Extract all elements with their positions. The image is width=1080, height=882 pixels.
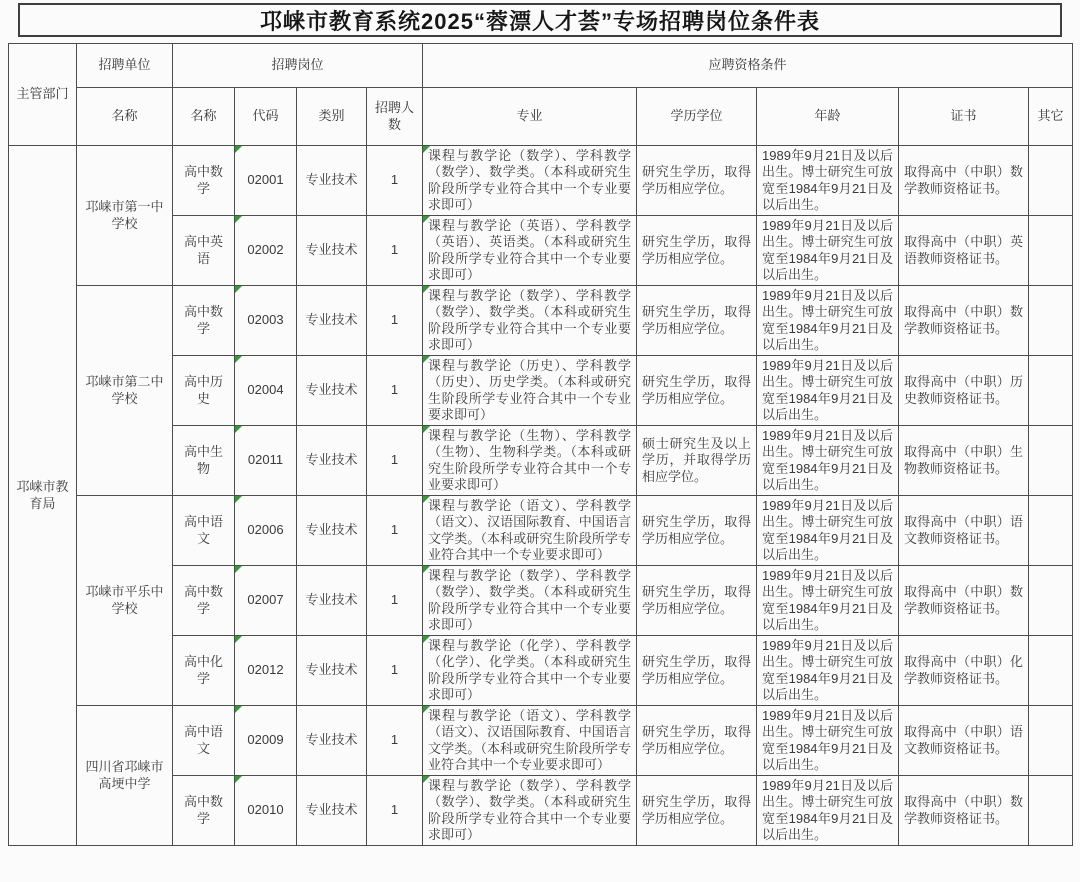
header-category: 类别: [297, 88, 367, 146]
header-unit-name: 名称: [77, 88, 173, 146]
count-cell: 1: [367, 216, 423, 286]
certificate-cell: 取得高中（中职）语文教师资格证书。: [899, 706, 1029, 776]
excel-flag-icon: [235, 356, 242, 363]
header-qual-group: 应聘资格条件: [423, 44, 1073, 88]
category-cell: 专业技术: [297, 566, 367, 636]
count-cell: 1: [367, 426, 423, 496]
excel-flag-icon: [423, 636, 430, 643]
code-cell: 02002: [235, 216, 297, 286]
excel-flag-icon: [235, 566, 242, 573]
degree-cell: 研究生学历，取得学历相应学位。: [637, 286, 757, 356]
count-cell: 1: [367, 706, 423, 776]
degree-cell: 研究生学历，取得学历相应学位。: [637, 146, 757, 216]
other-cell: [1029, 286, 1073, 356]
other-cell: [1029, 636, 1073, 706]
excel-flag-icon: [423, 496, 430, 503]
header-major: 专业: [423, 88, 637, 146]
major-cell: 课程与教学论（语文）、学科教学（语文）、汉语国际教育、中国语言文学类。（本科或研究生阶段所学专业符合其中一个专业要求即可）: [423, 496, 637, 566]
certificate-cell: 取得高中（中职）数学教师资格证书。: [899, 146, 1029, 216]
age-cell: 1989年9月21日及以后出生。博士研究生可放宽至1984年9月21日及以后出生。: [757, 216, 899, 286]
code-cell: 02011: [235, 426, 297, 496]
category-cell: 专业技术: [297, 216, 367, 286]
header-row-groups: [9, 44, 1073, 88]
category-cell: 专业技术: [297, 356, 367, 426]
age-cell: 1989年9月21日及以后出生。博士研究生可放宽至1984年9月21日及以后出生。: [757, 636, 899, 706]
category-cell: 专业技术: [297, 636, 367, 706]
major-cell: 课程与教学论（生物）、学科教学（生物）、生物科学类。（本科或研究生阶段所学专业符合其中一个专业要求即可）: [423, 426, 637, 496]
table-row: [9, 706, 1073, 776]
excel-flag-icon: [423, 286, 430, 293]
code-cell: 02009: [235, 706, 297, 776]
excel-flag-icon: [423, 706, 430, 713]
excel-flag-icon: [235, 426, 242, 433]
count-cell: 1: [367, 636, 423, 706]
category-cell: 专业技术: [297, 776, 367, 846]
page-title: [18, 3, 1062, 37]
certificate-cell: 取得高中（中职）语文教师资格证书。: [899, 496, 1029, 566]
major-cell: 课程与教学论（数学）、学科教学（数学）、数学类。（本科或研究生阶段所学专业符合其中一个专业要求即可）: [423, 776, 637, 846]
excel-flag-icon: [235, 636, 242, 643]
header-supervisor: 主管部门: [9, 44, 77, 146]
other-cell: [1029, 426, 1073, 496]
code-cell: 02001: [235, 146, 297, 216]
age-cell: 1989年9月21日及以后出生。博士研究生可放宽至1984年9月21日及以后出生。: [757, 776, 899, 846]
table-row: [9, 286, 1073, 356]
age-cell: 1989年9月21日及以后出生。博士研究生可放宽至1984年9月21日及以后出生。: [757, 706, 899, 776]
code-cell: 02006: [235, 496, 297, 566]
header-headcount: 招聘人数: [367, 88, 423, 146]
certificate-cell: 取得高中（中职）生物教师资格证书。: [899, 426, 1029, 496]
major-cell: 课程与教学论（历史）、学科教学（历史）、历史学类。（本科或研究生阶段所学专业符合其中一个专业要求即可）: [423, 356, 637, 426]
count-cell: 1: [367, 496, 423, 566]
header-degree: 学历学位: [637, 88, 757, 146]
count-cell: 1: [367, 286, 423, 356]
degree-cell: 研究生学历，取得学历相应学位。: [637, 636, 757, 706]
degree-cell: 研究生学历，取得学历相应学位。: [637, 496, 757, 566]
excel-flag-icon: [235, 776, 242, 783]
excel-flag-icon: [235, 216, 242, 223]
header-certificate: 证书: [899, 88, 1029, 146]
other-cell: [1029, 356, 1073, 426]
excel-flag-icon: [423, 146, 430, 153]
certificate-cell: 取得高中（中职）历史教师资格证书。: [899, 356, 1029, 426]
unit-cell: 四川省邛崃市高埂中学: [77, 706, 173, 846]
category-cell: 专业技术: [297, 706, 367, 776]
count-cell: 1: [367, 356, 423, 426]
header-post-name: 名称: [173, 88, 235, 146]
post-name-cell: 高中数学: [173, 146, 235, 216]
code-cell: 02007: [235, 566, 297, 636]
header-row-columns: [9, 88, 1073, 146]
other-cell: [1029, 776, 1073, 846]
excel-flag-icon: [423, 426, 430, 433]
category-cell: 专业技术: [297, 286, 367, 356]
post-name-cell: 高中化学: [173, 636, 235, 706]
post-name-cell: 高中数学: [173, 776, 235, 846]
excel-flag-icon: [423, 566, 430, 573]
post-name-cell: 高中语文: [173, 496, 235, 566]
major-cell: 课程与教学论（数学）、学科教学（数学）、数学类。（本科或研究生阶段所学专业符合其中一个专业要求即可）: [423, 146, 637, 216]
degree-cell: 研究生学历，取得学历相应学位。: [637, 776, 757, 846]
excel-flag-icon: [235, 286, 242, 293]
age-cell: 1989年9月21日及以后出生。博士研究生可放宽至1984年9月21日及以后出生。: [757, 426, 899, 496]
category-cell: 专业技术: [297, 426, 367, 496]
header-post-group: 招聘岗位: [173, 44, 423, 88]
header-unit-group: 招聘单位: [77, 44, 173, 88]
code-cell: 02004: [235, 356, 297, 426]
certificate-cell: 取得高中（中职）数学教师资格证书。: [899, 566, 1029, 636]
other-cell: [1029, 566, 1073, 636]
age-cell: 1989年9月21日及以后出生。博士研究生可放宽至1984年9月21日及以后出生。: [757, 496, 899, 566]
age-cell: 1989年9月21日及以后出生。博士研究生可放宽至1984年9月21日及以后出生。: [757, 566, 899, 636]
category-cell: 专业技术: [297, 496, 367, 566]
header-age: 年龄: [757, 88, 899, 146]
count-cell: 1: [367, 566, 423, 636]
other-cell: [1029, 216, 1073, 286]
supervisor-cell: 邛崃市教育局: [9, 146, 77, 846]
age-cell: 1989年9月21日及以后出生。博士研究生可放宽至1984年9月21日及以后出生。: [757, 356, 899, 426]
excel-flag-icon: [423, 216, 430, 223]
post-name-cell: 高中数学: [173, 286, 235, 356]
major-cell: 课程与教学论（数学）、学科教学（数学）、数学类。（本科或研究生阶段所学专业符合其中一个专业要求即可）: [423, 286, 637, 356]
other-cell: [1029, 496, 1073, 566]
degree-cell: 研究生学历，取得学历相应学位。: [637, 566, 757, 636]
unit-cell: 邛崃市第一中学校: [77, 146, 173, 286]
count-cell: 1: [367, 776, 423, 846]
excel-flag-icon: [423, 356, 430, 363]
other-cell: [1029, 146, 1073, 216]
certificate-cell: 取得高中（中职）数学教师资格证书。: [899, 286, 1029, 356]
degree-cell: 研究生学历，取得学历相应学位。: [637, 356, 757, 426]
excel-flag-icon: [423, 776, 430, 783]
age-cell: 1989年9月21日及以后出生。博士研究生可放宽至1984年9月21日及以后出生。: [757, 146, 899, 216]
table-row: [9, 146, 1073, 216]
post-name-cell: 高中英语: [173, 216, 235, 286]
major-cell: 课程与教学论（数学）、学科教学（数学）、数学类。（本科或研究生阶段所学专业符合其中一个专业要求即可）: [423, 566, 637, 636]
excel-flag-icon: [235, 496, 242, 503]
age-cell: 1989年9月21日及以后出生。博士研究生可放宽至1984年9月21日及以后出生。: [757, 286, 899, 356]
recruitment-table: [8, 43, 1073, 846]
degree-cell: 硕士研究生及以上学历，并取得学历相应学位。: [637, 426, 757, 496]
excel-flag-icon: [235, 706, 242, 713]
category-cell: 专业技术: [297, 146, 367, 216]
excel-flag-icon: [235, 146, 242, 153]
post-name-cell: 高中数学: [173, 566, 235, 636]
major-cell: 课程与教学论（英语）、学科教学（英语）、英语类。（本科或研究生阶段所学专业符合其中一个专业要求即可）: [423, 216, 637, 286]
table-row: [9, 496, 1073, 566]
post-name-cell: 高中历史: [173, 356, 235, 426]
degree-cell: 研究生学历，取得学历相应学位。: [637, 216, 757, 286]
degree-cell: 研究生学历，取得学历相应学位。: [637, 706, 757, 776]
code-cell: 02003: [235, 286, 297, 356]
certificate-cell: 取得高中（中职）英语教师资格证书。: [899, 216, 1029, 286]
count-cell: 1: [367, 146, 423, 216]
header-code: 代码: [235, 88, 297, 146]
header-other: 其它: [1029, 88, 1073, 146]
other-cell: [1029, 706, 1073, 776]
post-name-cell: 高中语文: [173, 706, 235, 776]
major-cell: 课程与教学论（语文）、学科教学（语文）、汉语国际教育、中国语言文学类。（本科或研究生阶段所学专业符合其中一个专业要求即可）: [423, 706, 637, 776]
certificate-cell: 取得高中（中职）化学教师资格证书。: [899, 636, 1029, 706]
code-cell: 02010: [235, 776, 297, 846]
certificate-cell: 取得高中（中职）数学教师资格证书。: [899, 776, 1029, 846]
post-name-cell: 高中生物: [173, 426, 235, 496]
unit-cell: 邛崃市第二中学校: [77, 286, 173, 496]
unit-cell: 邛崃市平乐中学校: [77, 496, 173, 706]
major-cell: 课程与教学论（化学）、学科教学（化学）、化学类。（本科或研究生阶段所学专业符合其中一个专业要求即可）: [423, 636, 637, 706]
page-title-text: 邛崃市教育系统2025“蓉漂人才荟”专场招聘岗位条件表: [260, 8, 820, 34]
code-cell: 02012: [235, 636, 297, 706]
